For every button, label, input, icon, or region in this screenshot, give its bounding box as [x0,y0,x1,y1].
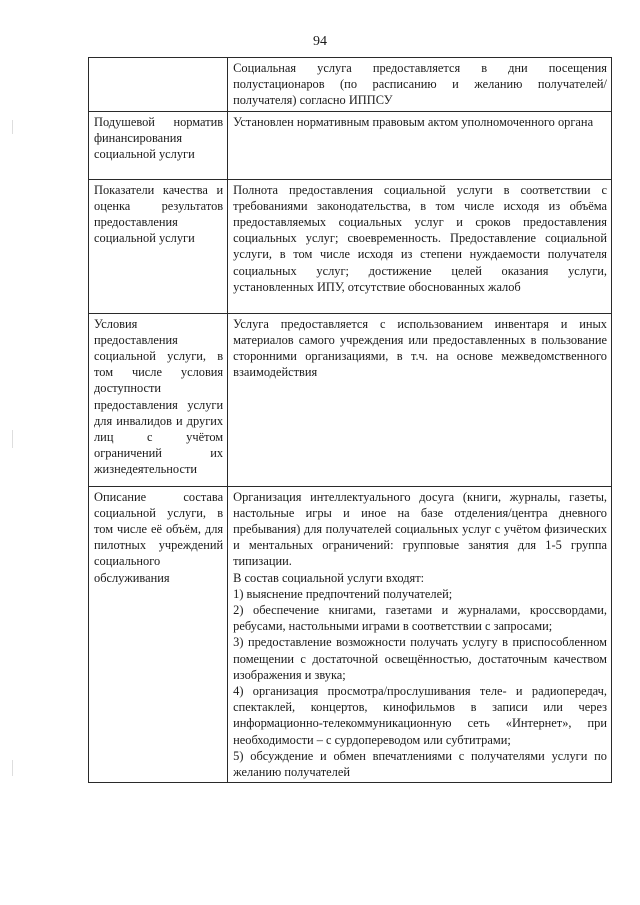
row-value-cell [228,179,612,313]
row-label-cell [89,313,228,486]
page-number: 94 [313,34,327,49]
row-value-cell [228,486,612,783]
row-label-cell [89,58,228,112]
row-label: Условия предоставления социальной услуги, в том числе условия доступности предоставления услуги для инвалидов и других лиц с учётом ограничений их жизнедеятельности [94,316,224,477]
table-row [89,111,612,179]
list-item: 4) организация просмотра/прослушивания теле- и радиопередач, спектаклей, концертов, кинофильмов в записи или через информационно-телекоммуникационную сеть «Интернет», при необходимости – с сурдопереводом или субтитрами; [233,684,607,747]
margin-mark [12,760,13,776]
row-paragraph: Организация интеллектуального досуга (книги, журналы, газеты, настольные игры и иное на базе отделения/центра дневного пребывания) для получателей социальных услуг с учётом физических и ментальных ограничений: групповые занятия для 1-5 группа типизации. [233,489,607,569]
row-label-cell [89,111,228,179]
service-description-table [88,57,612,783]
row-label-cell [89,179,228,313]
row-label: Подушевой норматив финансирования социальной услуги [94,114,224,162]
row-value-cell [228,111,612,179]
row-paragraph: Установлен нормативным правовым актом уполномоченного органа [233,114,594,129]
table-row [89,58,612,112]
list-intro: В состав социальной услуги входят: [233,570,425,585]
row-label-cell [89,486,228,783]
table-row [89,313,612,486]
row-label: Показатели качества и оценка результатов предоставления социальной услуги [94,182,224,246]
list-item: 5) обсуждение и обмен впечатлениями с получателями услуги по желанию получателей [233,748,607,780]
row-value-cell [228,313,612,486]
list-item: 3) предоставление возможности получать услугу в приспособленном помещении с достаточной освещённостью, достаточным качеством изображения и звука; [233,635,607,682]
margin-mark [12,120,13,134]
list-item: 1) выяснение предпочтений получателей; [233,586,453,601]
row-value-cell [228,58,612,112]
row-paragraph: Полнота предоставления социальной услуги в соответствии с требованиями законодательства, в том числе исходя из объёма предоставляемых социальных услуг и сроков предоставления социальных услуг; своевременность. Предоставление социальной услуги, в том числе исходя из степени нуждаемости получателя социальных услуг; достижение целей оказания услуги, установленных ИПУ, отсутствие обоснованных жалоб [233,182,607,294]
row-paragraph: Услуга предоставляется с использованием инвентаря и иных материалов самого учреждения или предоставленных в пользование сторонними организациями, в т.ч. на основе межведомственного взаимодействия [233,316,607,380]
row-label: Описание состава социальной услуги, в том числе её объём, для пилотных учреждений социального обслуживания [94,489,224,585]
list-item: 2) обеспечение книгами, газетами и журналами, кроссвордами, ребусами, настольными играми в соответствии с запросами; [233,603,607,634]
row-paragraph: Социальная услуга предоставляется в дни посещения полустационаров (по расписанию и желанию получателей/получателя) согласно ИППСУ [233,61,607,108]
table-row [89,486,612,783]
margin-mark [12,430,13,448]
table-row [89,179,612,313]
